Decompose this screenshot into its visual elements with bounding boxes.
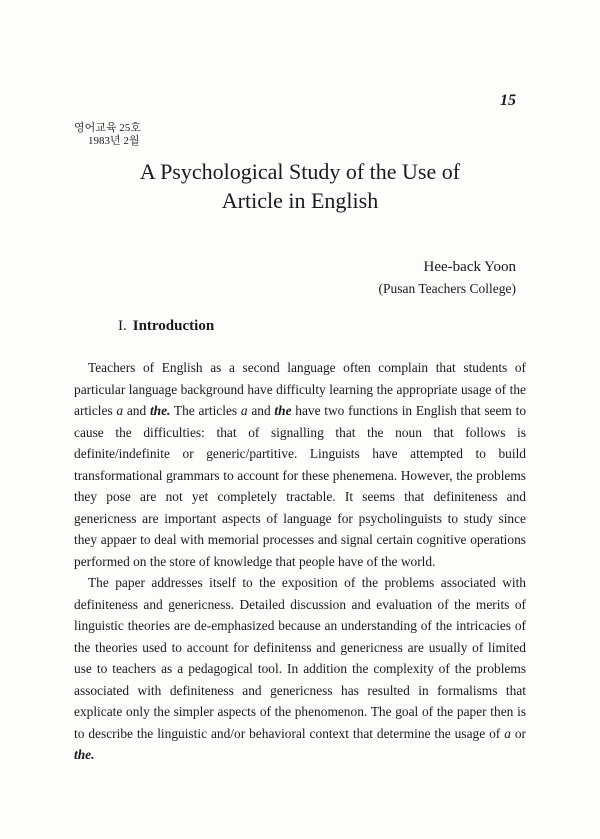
paragraph-2-text: or [510, 725, 526, 741]
paragraph-1-text: have two functions in English that seem to cause the difficulties: that of signalling that the noun that follows is definite/indefinite or generic/partitive. Linguists have attempted to build transformational grammars to account for these phenemena. However, the problems they pose are not yet completely tractable. It seems that definiteness and genericness are important aspects of language for psycholinguists to study since they appaer to deal with memorial processes and signal certain cognitive operations performed on the store of knowledge that people have of the world. [74, 403, 527, 569]
paragraph-1-text: and [247, 403, 275, 418]
paragraph-1-text: and [123, 403, 150, 418]
article-the: the [274, 403, 292, 418]
article-a: a [504, 725, 511, 741]
author-block [378, 256, 516, 300]
paper-title-line1: A Psychological Study of the Use of [139, 159, 461, 184]
paragraph-2-text: The paper addresses itself to the exposition of the problems associated with definiteness and genericness. Detailed discussion and evaluation of the merits of linguistic theories are de-emphasized because an understanding of the intricacies of the theories used to account for definitenss and genericness are usually of limited use to teachers as a pedagogical tool. In addition the complexity of the problems associated with definiteness and genericness has resulted in formalisms that explicate only the simpler aspects of the phenomenon. The goal of the paper then is to describe the linguistic and/or behavioral context that determine the usage of [74, 575, 526, 741]
paper-title-line2: Article in English [221, 188, 379, 213]
paragraph-1-text: The articles [170, 403, 241, 418]
paragraph-1 [74, 357, 526, 572]
section-numeral: I. [118, 318, 127, 334]
journal-info [74, 122, 141, 148]
paper-title [0, 157, 600, 215]
article-the: the. [149, 403, 171, 418]
paragraph-1-text: Teachers of English as a second language often complain that students of particular language background have difficulty learning the appropriate usage of the articles [74, 360, 526, 418]
journal-issue: 영어교육 25호 [74, 122, 141, 134]
author-name: Hee-back Yoon [423, 259, 516, 275]
article-a: a [240, 403, 248, 418]
journal-date: 1983년 2월 [88, 135, 140, 147]
section-heading [118, 318, 214, 335]
page-number: 15 [500, 92, 516, 109]
author-affiliation: (Pusan Teachers College) [378, 281, 516, 296]
section-title: Introduction [132, 318, 215, 334]
paragraph-2 [74, 572, 526, 766]
article-a: a [116, 403, 124, 418]
article-the: the. [74, 747, 95, 762]
body-text [74, 357, 526, 766]
